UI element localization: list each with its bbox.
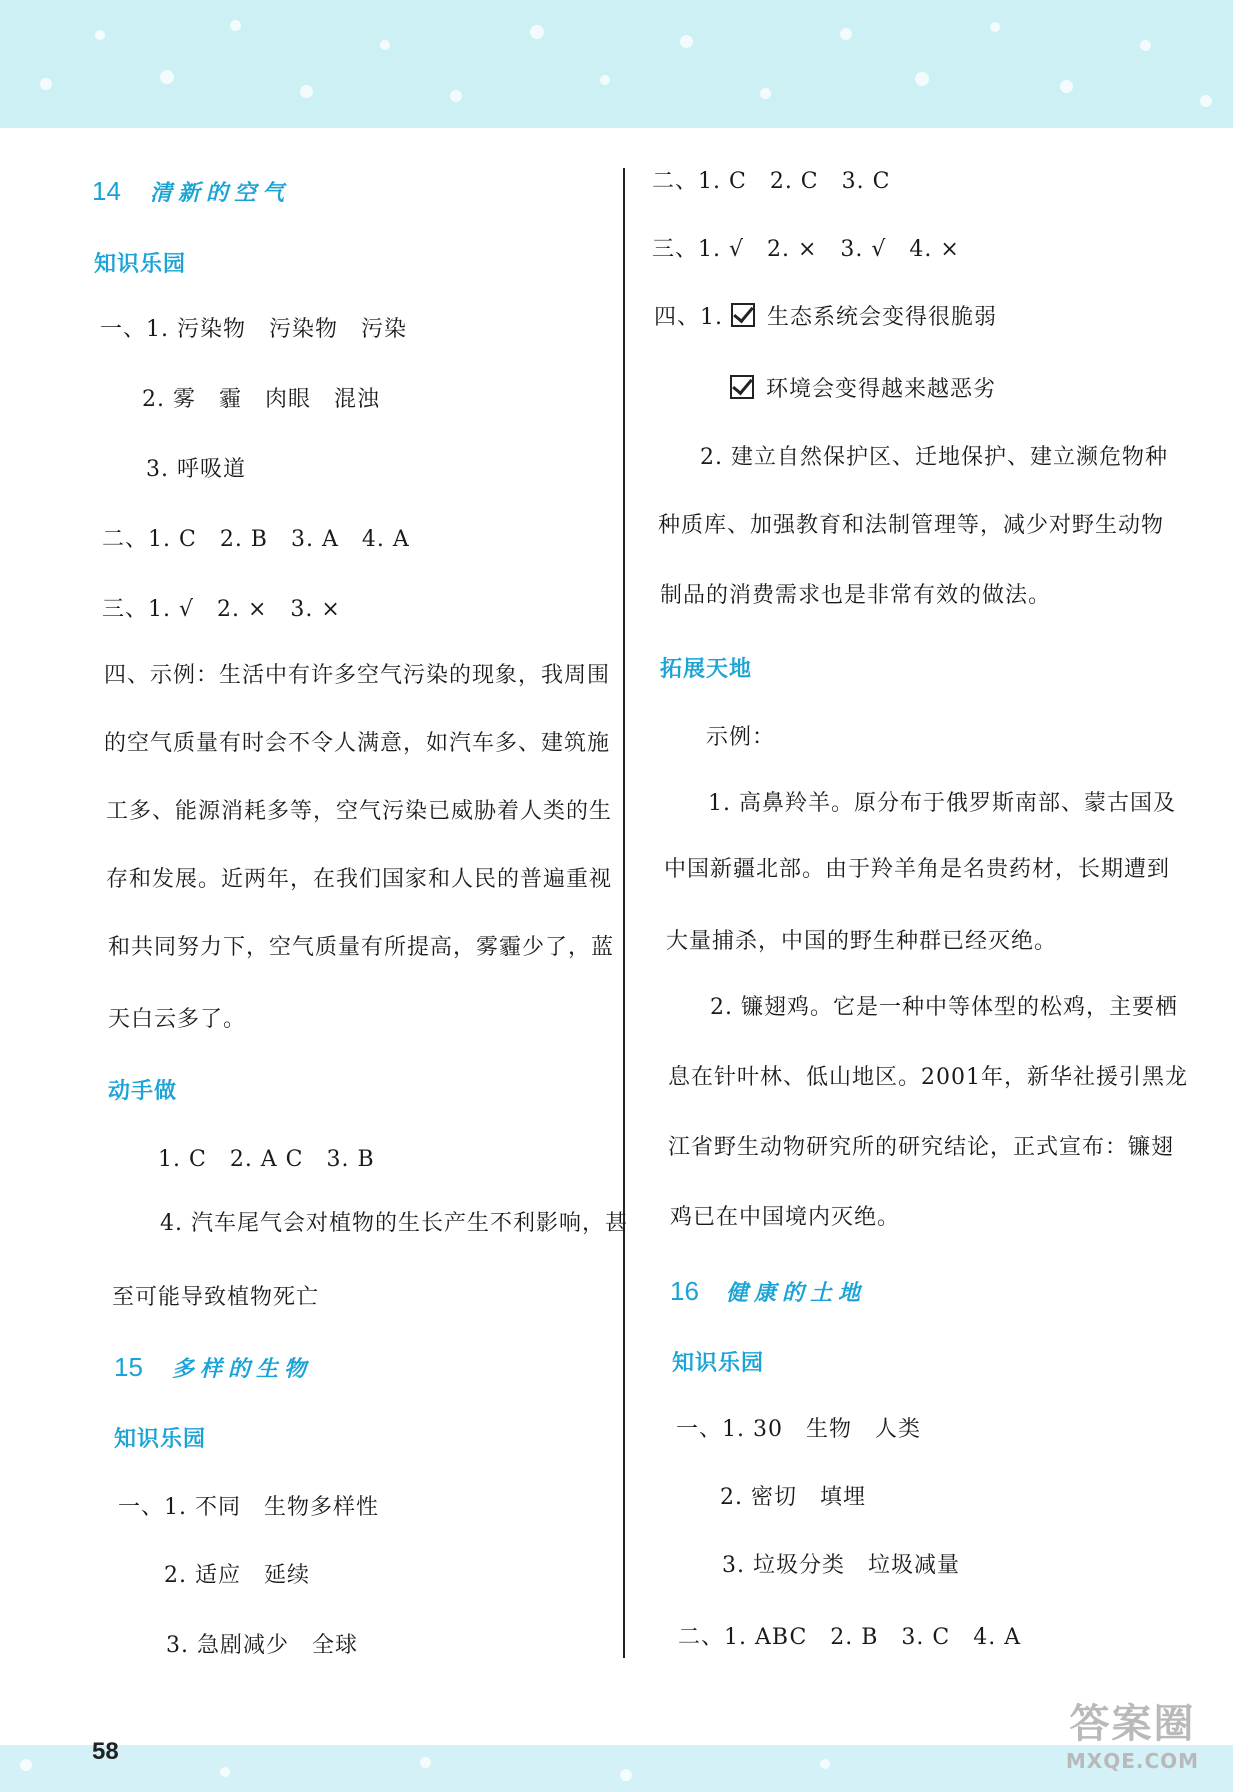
answer-paragraph-line: 制品的消费需求也是非常有效的做法。 bbox=[660, 583, 1052, 608]
answer-line: 二、1. ABC 2. B 3. C 4. A bbox=[678, 1625, 1022, 1650]
decor-dot bbox=[820, 1759, 830, 1769]
decor-dot bbox=[1200, 95, 1212, 107]
decor-dot bbox=[990, 22, 1000, 32]
decor-dot bbox=[20, 1759, 32, 1771]
lesson-14-number: 14 bbox=[92, 176, 121, 206]
top-decorative-band bbox=[0, 0, 1233, 128]
answer-paragraph-line: 和共同努力下，空气质量有所提高，雾霾少了，蓝 bbox=[108, 935, 615, 960]
page-number: 58 bbox=[92, 1738, 119, 1765]
decor-dot bbox=[760, 88, 771, 99]
answer-paragraph-line: 的空气质量有时会不令人满意，如汽车多、建筑施 bbox=[104, 731, 611, 756]
answer-line: 3. 垃圾分类 垃圾减量 bbox=[722, 1553, 960, 1578]
section-heading: 动手做 bbox=[108, 1079, 178, 1104]
decor-dot bbox=[1140, 40, 1151, 51]
answer-paragraph-line: 至可能导致植物死亡 bbox=[112, 1285, 320, 1310]
answer-line-checkbox bbox=[730, 372, 996, 403]
answer-line: 二、1. C 2. C 3. C bbox=[652, 169, 891, 194]
answer-line: 1. C 2. A C 3. B bbox=[158, 1147, 375, 1172]
decor-dot bbox=[220, 1767, 230, 1777]
answer-line: 一、1. 不同 生物多样性 bbox=[118, 1495, 379, 1520]
answer-paragraph-line: 种质库、加强教育和法制管理等，减少对野生动物 bbox=[658, 513, 1165, 538]
answer-paragraph-line: 2. 镰翅鸡。它是一种中等体型的松鸡，主要栖 bbox=[710, 995, 1178, 1020]
checkbox-label: 生态系统会变得很脆弱 bbox=[767, 305, 998, 330]
bottom-decorative-band bbox=[0, 1745, 1233, 1792]
decor-dot bbox=[380, 40, 390, 50]
column-divider bbox=[623, 168, 625, 1658]
decor-dot bbox=[230, 20, 241, 31]
decor-dot bbox=[450, 90, 462, 102]
answer-line: 3. 急剧减少 全球 bbox=[166, 1633, 358, 1658]
answer-line: 三、1. √ 2. × 3. √ 4. × bbox=[652, 237, 960, 262]
answer-paragraph-line: 工多、能源消耗多等，空气污染已威胁着人类的生 bbox=[106, 799, 613, 824]
decor-dot bbox=[840, 28, 852, 40]
answer-paragraph-line: 1. 高鼻羚羊。原分布于俄罗斯南部、蒙古国及 bbox=[708, 791, 1176, 816]
answer-paragraph-line: 大量捕杀，中国的野生种群已经灭绝。 bbox=[666, 929, 1058, 954]
watermark-logo-text: 答案圈 bbox=[1069, 1701, 1196, 1747]
answer-paragraph-line: 鸡已在中国境内灭绝。 bbox=[670, 1205, 901, 1230]
decor-dot bbox=[530, 25, 544, 39]
section-heading: 知识乐园 bbox=[114, 1427, 207, 1452]
section-heading: 知识乐园 bbox=[672, 1351, 765, 1376]
section-heading: 拓展天地 bbox=[660, 657, 753, 682]
section-heading: 知识乐园 bbox=[94, 252, 187, 277]
decor-dot bbox=[1060, 80, 1073, 93]
answer-paragraph-line: 息在针叶林、低山地区。2001年，新华社援引黑龙 bbox=[668, 1065, 1188, 1090]
lesson-16-title: 健康的土地 bbox=[726, 1281, 867, 1306]
answer-paragraph-line: 存和发展。近两年，在我们国家和人民的普遍重视 bbox=[106, 867, 613, 892]
answer-paragraph-line: 中国新疆北部。由于羚羊角是名贵药材，长期遭到 bbox=[664, 857, 1171, 882]
lesson-15-number: 15 bbox=[114, 1352, 143, 1382]
checked-box-icon bbox=[731, 303, 755, 327]
answer-prefix: 四、1. bbox=[654, 305, 723, 330]
decor-dot bbox=[160, 70, 174, 84]
answer-line: 2. 雾 霾 肉眼 混浊 bbox=[142, 387, 380, 412]
answer-line: 2. 适应 延续 bbox=[164, 1563, 310, 1588]
decor-dot bbox=[680, 35, 693, 48]
decor-dot bbox=[915, 72, 929, 86]
answer-paragraph-line: 天白云多了。 bbox=[108, 1007, 247, 1032]
watermark-url: MXQE.COM bbox=[1065, 1749, 1200, 1773]
answer-line-checkbox bbox=[654, 300, 997, 331]
answer-paragraph-line: 2. 建立自然保护区、迁地保护、建立濒危物种 bbox=[700, 445, 1168, 470]
decor-dot bbox=[600, 75, 610, 85]
answer-paragraph-line: 4. 汽车尾气会对植物的生长产生不利影响，甚 bbox=[160, 1211, 628, 1236]
checked-box-icon bbox=[730, 375, 754, 399]
answer-line: 二、1. C 2. B 3. A 4. A bbox=[102, 527, 410, 552]
answer-paragraph-line: 江省野生动物研究所的研究结论，正式宣布：镰翅 bbox=[668, 1135, 1175, 1160]
checkbox-label: 环境会变得越来越恶劣 bbox=[766, 377, 997, 402]
decor-dot bbox=[40, 78, 52, 90]
lesson-16-number: 16 bbox=[670, 1276, 699, 1306]
answer-line: 示例： bbox=[706, 725, 776, 750]
decor-dot bbox=[95, 30, 105, 40]
decor-dot bbox=[300, 85, 313, 98]
answer-line: 三、1. √ 2. × 3. × bbox=[102, 597, 341, 622]
answer-line: 3. 呼吸道 bbox=[146, 457, 246, 482]
answer-line: 一、1. 污染物 污染物 污染 bbox=[100, 317, 407, 342]
decor-dot bbox=[620, 1769, 632, 1781]
answer-line: 2. 密切 填埋 bbox=[720, 1485, 866, 1510]
answer-paragraph-line: 四、示例：生活中有许多空气污染的现象，我周围 bbox=[104, 663, 611, 688]
answer-line: 一、1. 30 生物 人类 bbox=[676, 1417, 921, 1442]
watermark-logo bbox=[1050, 1700, 1215, 1788]
lesson-15-title: 多样的生物 bbox=[172, 1357, 313, 1382]
lesson-14-title: 清新的空气 bbox=[150, 181, 291, 206]
decor-dot bbox=[420, 1757, 431, 1768]
